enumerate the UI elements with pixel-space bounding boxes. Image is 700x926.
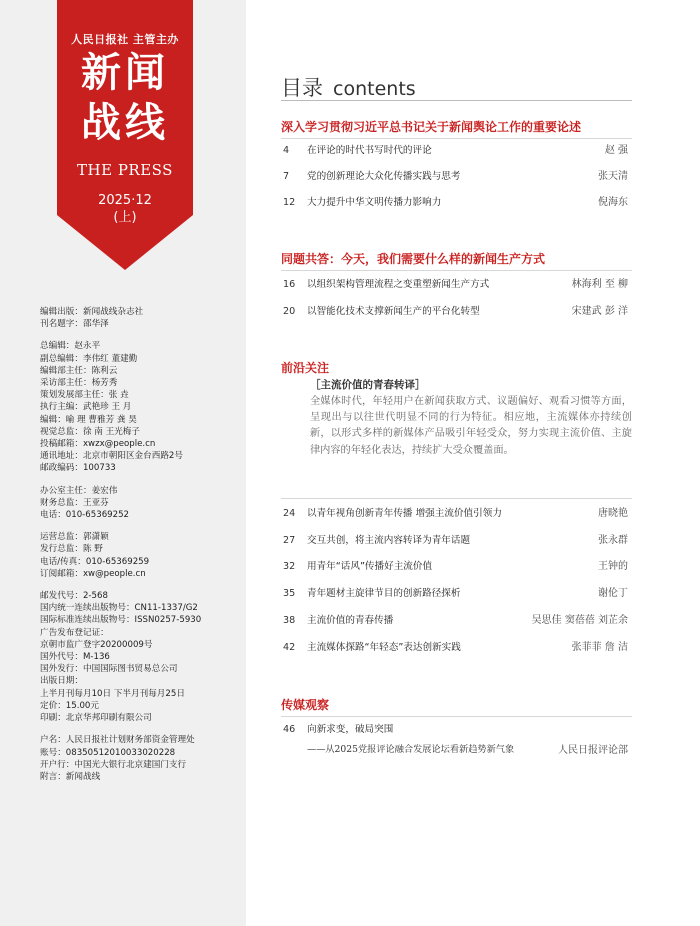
section-rule — [281, 716, 632, 717]
entry-title: 大力提升中华文明传播力影响力 — [307, 197, 442, 208]
toc-entry[interactable] — [283, 143, 628, 159]
entry-title: 主流媒体探路“年轻态”表达创新实践 — [307, 642, 461, 653]
credit-line: 印刷：北京华邦印刷有限公司 — [40, 713, 152, 724]
section-rule — [281, 270, 632, 271]
entry-author: 赵 强 — [604, 145, 628, 156]
entry-author: 林海利 至 柳 — [571, 279, 628, 290]
entry-title: 向新求变，破局突围 — [307, 724, 394, 735]
credit-line: 出版日期： — [40, 676, 83, 687]
credit-line: 国内统一连续出版物号：CN11-1337/G2 — [40, 603, 198, 614]
entry-title: 在评论的时代书写时代的评论 — [307, 145, 432, 156]
entry-author: 谢伦丁 — [598, 588, 628, 599]
entry-page: 35 — [283, 588, 296, 599]
credits-panel — [0, 0, 246, 926]
entry-page: 42 — [283, 642, 296, 653]
credit-group — [40, 734, 240, 783]
entry-author: 张永群 — [598, 535, 628, 546]
entry-author: 王钟的 — [598, 561, 628, 572]
section-rule — [281, 138, 632, 139]
toc-entry[interactable] — [283, 559, 628, 575]
toc-entry[interactable] — [283, 304, 628, 320]
entry-author: 张菲菲 詹 洁 — [571, 642, 628, 653]
entry-title: 以青年视角创新青年传播 增强主流价值引领力 — [307, 508, 502, 519]
topic-subheading: ［主流价值的青春转译］ — [310, 379, 426, 391]
credit-line: 财务总监：王亚芬 — [40, 497, 109, 508]
topic-intro: 全媒体时代，年轻用户在新闻获取方式、议题偏好、观看习惯等方面，呈现出与以往世代明显不同的行为特征。相应地，主流媒体亦持续创新，以形式多样的新媒体产品吸引年轻受众，努力实现主流价值、主旋律内容的年轻化表达，持续扩大受众覆盖面。 — [310, 396, 632, 456]
entry-author: 倪海东 — [598, 197, 628, 208]
entry-subtitle-author: 人民日报评论部 — [558, 745, 628, 756]
entry-page: 12 — [283, 197, 296, 208]
credit-line: 户名：人民日报社计划财务部资金管理处 — [40, 735, 195, 746]
issue-number — [57, 192, 193, 226]
credit-line: 副总编辑：李伟红 董建勤 — [40, 353, 138, 364]
credit-line: 开户行：中国光大银行北京建国门支行 — [40, 759, 187, 770]
title-line-2: 战线 — [81, 99, 169, 146]
section-rule — [281, 498, 632, 499]
credit-line: 编辑：喻 理 曹雅芳 龚 昊 — [40, 414, 137, 425]
toc-header-rule — [281, 100, 632, 101]
entry-page: 38 — [283, 615, 296, 626]
credit-line: 账号：0835051201003302022​8 — [40, 747, 176, 758]
toc-entry[interactable] — [283, 613, 628, 629]
credit-line: 电话/传真：010-65369259 — [40, 556, 150, 567]
credit-line: 刊名题字：邵华泽 — [40, 319, 109, 330]
credit-group — [40, 590, 240, 724]
credit-line: 邮发代号：2-568 — [40, 591, 108, 602]
title-line-1: 新闻 — [81, 49, 169, 96]
entry-title: 主流价值的青春传播 — [307, 615, 394, 626]
credit-line: 办公室主任：姜宏伟 — [40, 485, 118, 496]
entry-page: 7 — [283, 171, 290, 182]
section-title-4: 传媒观察 — [281, 698, 330, 712]
section-title-2: 同题共答：今天，我们需要什么样的新闻生产方式 — [281, 252, 546, 266]
credits-list — [40, 306, 240, 793]
toc-entry[interactable] — [283, 169, 628, 185]
credit-line: 邮政编码：100733 — [40, 463, 116, 474]
entry-author: 宋建武 彭 洋 — [571, 306, 628, 317]
entry-title: 用青年“话风”传播好主流价值 — [307, 561, 433, 572]
credit-group — [40, 340, 240, 474]
credit-line: 视觉总监：徐 南 王光梅子 — [40, 426, 140, 437]
toc-entry[interactable] — [283, 277, 628, 293]
entry-subtitle: ——从2025党报评论融合发展论坛看新趋势新气象 — [307, 744, 515, 755]
issue-date: 2025·12 — [98, 193, 152, 208]
credit-group — [40, 531, 240, 580]
entry-title: 以组织架构管理流程之变重塑新闻生产方式 — [307, 279, 490, 290]
entry-page: 32 — [283, 561, 296, 572]
section-title-3: 前沿关注 — [281, 361, 330, 375]
entry-page: 24 — [283, 508, 296, 519]
credit-line: 运营总监：郭潇颖 — [40, 532, 109, 543]
entry-title: 青年题材主旋律节目的创新路径探析 — [307, 588, 461, 599]
credit-line: 采访部主任：杨芳秀 — [40, 378, 118, 389]
toc-entry[interactable] — [283, 586, 628, 602]
toc-entry[interactable] — [283, 640, 628, 656]
credit-line: 策划发展部主任：张 垚 — [40, 390, 129, 401]
credit-line: 国际标准连续出版物号：ISSN0257-5930 — [40, 615, 202, 626]
masthead — [57, 0, 193, 270]
entry-author: 吴思佳 窦蓓蓓 刘芷余 — [531, 615, 628, 626]
entry-page: 16 — [283, 279, 296, 290]
credit-line: 投稿邮箱：xwzx@people.cn — [40, 439, 156, 450]
toc-title-en: contents — [333, 78, 416, 100]
entry-title: 以智能化技术支撑新闻生产的平台化转型 — [307, 306, 480, 317]
credit-line: 编辑部主任：陈利云 — [40, 365, 118, 376]
toc-entry[interactable] — [283, 195, 628, 211]
toc-entry[interactable] — [283, 506, 628, 522]
toc-header — [281, 72, 416, 102]
toc-entry[interactable] — [283, 722, 628, 738]
credit-line: 编辑出版：新闻战线杂志社 — [40, 307, 144, 317]
credit-line: 通讯地址：北京市朝阳区金台西路2号 — [40, 451, 183, 462]
entry-page: 20 — [283, 306, 296, 317]
entry-title: 交互共创，将主流内容转译为青年话题 — [307, 535, 471, 546]
toc-title-cn: 目录 — [281, 76, 323, 100]
credit-line: 发行总监：陈 野 — [40, 544, 103, 555]
credit-line: 定价：15.00元 — [40, 700, 99, 711]
section-title-1: 深入学习贯彻习近平总书记关于新闻舆论工作的重要论述 — [281, 120, 582, 134]
credit-group — [40, 485, 240, 522]
english-title: THE PRESS — [77, 161, 173, 179]
entry-author: 唐晓艳 — [598, 508, 628, 519]
credit-line: 执行主编：武艳珍 王 月 — [40, 402, 132, 413]
credit-line: 订阅邮箱：xw@people.cn — [40, 568, 146, 579]
entry-title: 党的创新理论大众化传播实践与思考 — [307, 171, 461, 182]
credit-line: 国外发行：中国国际图书贸易总公司 — [40, 664, 178, 675]
credit-line: 附言：新闻战线 — [40, 771, 101, 782]
credit-line: 上半月刊每月10日 下半月刊每月25日 — [40, 688, 185, 699]
toc-entry[interactable] — [283, 533, 628, 549]
credit-line: 总编辑：赵永平 — [40, 341, 101, 352]
credit-line: 京朝市监广登字20200009号 — [40, 639, 153, 650]
entry-page: 27 — [283, 535, 296, 546]
credit-line: 电话：010-65369252 — [40, 510, 130, 521]
magazine-title — [57, 48, 193, 148]
credit-line: 广告发布登记证： — [40, 627, 109, 638]
entry-page: 4 — [283, 145, 290, 156]
credit-group — [40, 306, 240, 330]
credit-line: 国外代号：M-136 — [40, 652, 110, 663]
entry-author: 张天清 — [598, 171, 628, 182]
entry-page: 46 — [283, 724, 296, 735]
issue-part: (上) — [113, 210, 137, 225]
publisher-label: 人民日报社 主管主办 — [71, 33, 179, 46]
